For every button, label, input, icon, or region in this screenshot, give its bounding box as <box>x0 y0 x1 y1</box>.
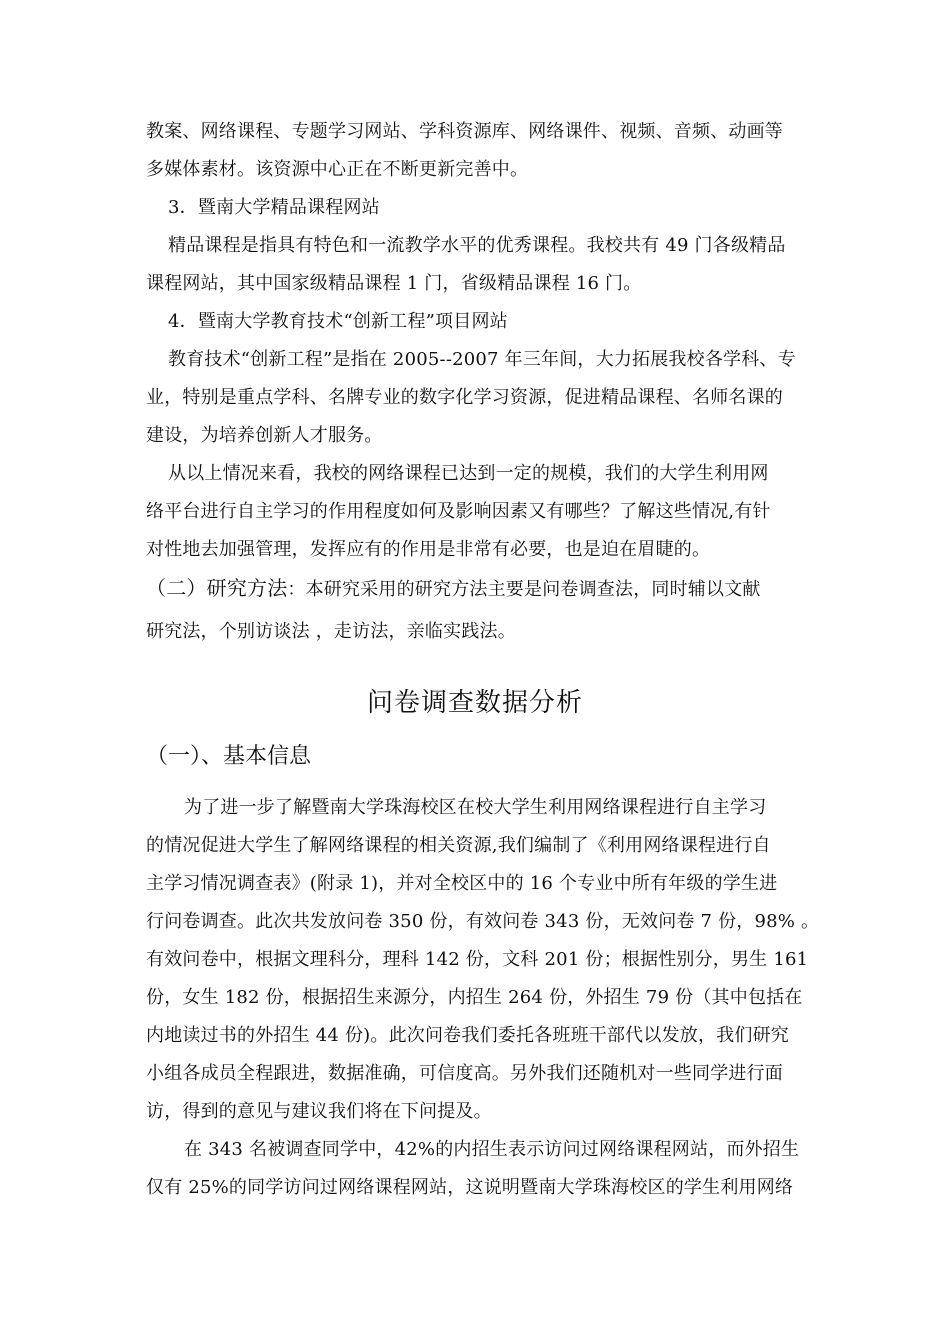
paragraph-line: 小组各成员全程跟进，数据准确，可信度高。另外我们还随机对一些同学进行面 <box>146 1063 783 1084</box>
section-title: 问卷调查数据分析 <box>366 688 583 718</box>
paragraph-line: 课程网站，其中国家级精品课程 1 门，省级精品课程 16 门。 <box>146 273 642 294</box>
paragraph-line: 络平台进行自主学习的作用程度如何及影响因素又有哪些？了解这些情况,有针 <box>146 501 771 522</box>
paragraph-line: 精品课程是指具有特色和一流教学水平的优秀课程。我校共有 49 门各级精品 <box>168 235 786 256</box>
paragraph-line: 教育技术“创新工程”是指在 2005--2007 年三年间，大力拓展我校各学科、专 <box>168 349 796 370</box>
paragraph-line: 份，女生 182 份，根据招生来源分，内招生 264 份，外招生 79 份（其中包括在 <box>146 987 803 1008</box>
paragraph-line: 教案、网络课程、专题学习网站、学科资源库、网络课件、视频、音频、动画等 <box>146 121 783 142</box>
research-methods-heading: （二）研究方法 <box>146 576 288 600</box>
paragraph-text: ：本研究采用的研究方法主要是问卷调查法，同时辅以文献 <box>287 579 761 600</box>
paragraph-line: 仅有 25%的同学访问过网络课程网站，这说明暨南大学珠海校区的学生利用网络 <box>146 1177 794 1198</box>
section-heading-4: 4．暨南大学教育技术“创新工程”项目网站 <box>168 311 508 332</box>
paragraph-line: 从以上情况来看，我校的网络课程已达到一定的规模，我们的大学生利用网 <box>168 463 769 484</box>
paragraph-line: 多媒体素材。该资源中心正在不断更新完善中。 <box>146 159 529 180</box>
paragraph-line: 主学习情况调查表》(附录 1)，并对全校区中的 16 个专业中所有年级的学生进 <box>146 873 778 894</box>
section-heading-3: 3．暨南大学精品课程网站 <box>168 197 380 218</box>
paragraph-line: 访，得到的意见与建议我们将在下问提及。 <box>146 1101 492 1122</box>
paragraph-line: 对性地去加强管理，发挥应有的作用是非常有必要，也是迫在眉睫的。 <box>146 539 711 560</box>
paragraph-line: 有效问卷中，根据文理科分，理科 142 份，文科 201 份；根据性别分，男生 161 <box>146 949 809 970</box>
paragraph-line: 业，特别是重点学科、名牌专业的数字化学习资源，促进精品课程、名师名课的 <box>146 387 783 408</box>
paragraph-line: 研究法，个别访谈法 ，走访法，亲临实践法。 <box>146 621 516 642</box>
research-methods-line <box>146 576 806 602</box>
paragraph-line: 内地读过书的外招生 44 份)。此次问卷我们委托各班班干部代以发放，我们研究 <box>146 1025 789 1046</box>
paragraph-line: 的情况促进大学生了解网络课程的相关资源,我们编制了《利用网络课程进行自 <box>146 835 771 856</box>
paragraph-line: 行问卷调查。此次共发放问卷 350 份，有效问卷 343 份，无效问卷 7 份，98% 。 <box>146 911 820 932</box>
paragraph-line: 建设，为培养创新人才服务。 <box>146 425 383 446</box>
subsection-heading: （一）、基本信息 <box>146 744 312 769</box>
paragraph-line: 为了进一步了解暨南大学珠海校区在校大学生利用网络课程进行自主学习 <box>184 797 767 818</box>
paragraph-line: 在 343 名被调查同学中，42%的内招生表示访问过网络课程网站，而外招生 <box>184 1139 800 1160</box>
